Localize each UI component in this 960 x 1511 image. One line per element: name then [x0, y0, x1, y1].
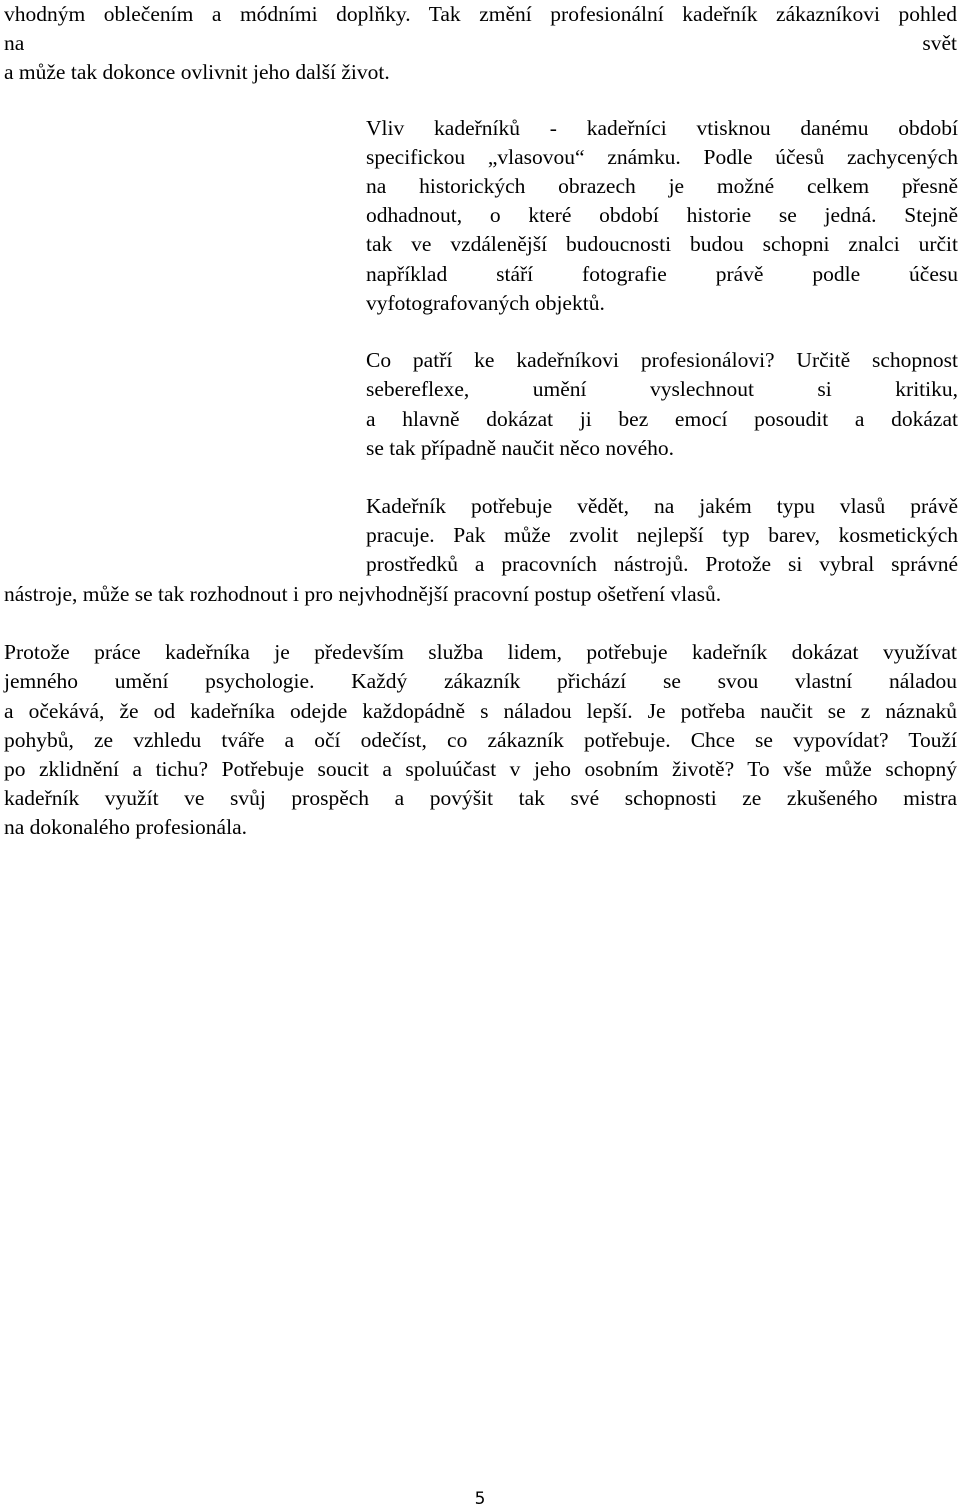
text-line: pracuje. Pak může zvolit nejlepší typ barev, kosmetických	[366, 523, 958, 547]
text-line: pohybů, ze vzhledu tváře a očí odečíst, co zákazník potřebuje. Chce se vypovídat? Touží	[4, 728, 957, 752]
text-line: po zklidnění a tichu? Potřebuje soucit a spoluúčast v jeho osobním životě? To vše může schopný	[4, 757, 957, 781]
text-line: na historických obrazech je možné celkem přesně	[366, 174, 958, 198]
text-line: Protože práce kadeřníka je především služba lidem, potřebuje kadeřník dokázat využívat	[4, 640, 957, 664]
text-line: se tak případně naučit něco nového.	[366, 436, 675, 460]
page-number: 5	[474, 1489, 486, 1509]
text-line: nástroje, může se tak rozhodnout i pro nejvhodnější pracovní postup ošetření vlasů.	[4, 582, 722, 606]
text-line: a hlavně dokázat ji bez emocí posoudit a dokázat	[366, 407, 958, 431]
text-line: například stáří fotografie právě podle účesu	[366, 262, 958, 286]
text-line: sebereflexe, umění vyslechnout si kritiku,	[366, 377, 958, 401]
text-line: Co patří ke kadeřníkovi profesionálovi? Určitě schopnost	[366, 348, 958, 372]
text-line: a může tak dokonce ovlivnit jeho další život.	[4, 60, 390, 84]
text-line: vyfotografovaných objektů.	[366, 291, 605, 315]
text-line: jemného umění psychologie. Každý zákazník přichází se svou vlastní náladou	[4, 669, 957, 693]
text-line: na dokonalého profesionála.	[4, 815, 247, 839]
text-line: odhadnout, o které období historie se jedná. Stejně	[366, 203, 958, 227]
text-line: a očekává, že od kadeřníka odejde každopádně s náladou lepší. Je potřeba naučit se z náznaků	[4, 699, 957, 723]
text-line: specifickou „vlasovou“ známku. Podle účesů zachycených	[366, 145, 958, 169]
text-line: Vliv kadeřníků - kadeřníci vtisknou danému období	[366, 116, 958, 140]
text-line: prostředků a pracovních nástrojů. Protože si vybral správné	[366, 552, 958, 576]
text-line: vhodným oblečením a módními doplňky. Tak změní profesionální kadeřník zákazníkovi pohled	[4, 2, 957, 26]
text-line: tak ve vzdálenější budoucnosti budou schopni znalci určit	[366, 232, 958, 256]
text-line: na	[4, 31, 25, 55]
text-line: Kadeřník potřebuje vědět, na jakém typu vlasů právě	[366, 494, 958, 518]
text-line: svět	[922, 31, 957, 55]
text-line: kadeřník využít ve svůj prospěch a povýšit tak své schopnosti ze zkušeného mistra	[4, 786, 957, 810]
